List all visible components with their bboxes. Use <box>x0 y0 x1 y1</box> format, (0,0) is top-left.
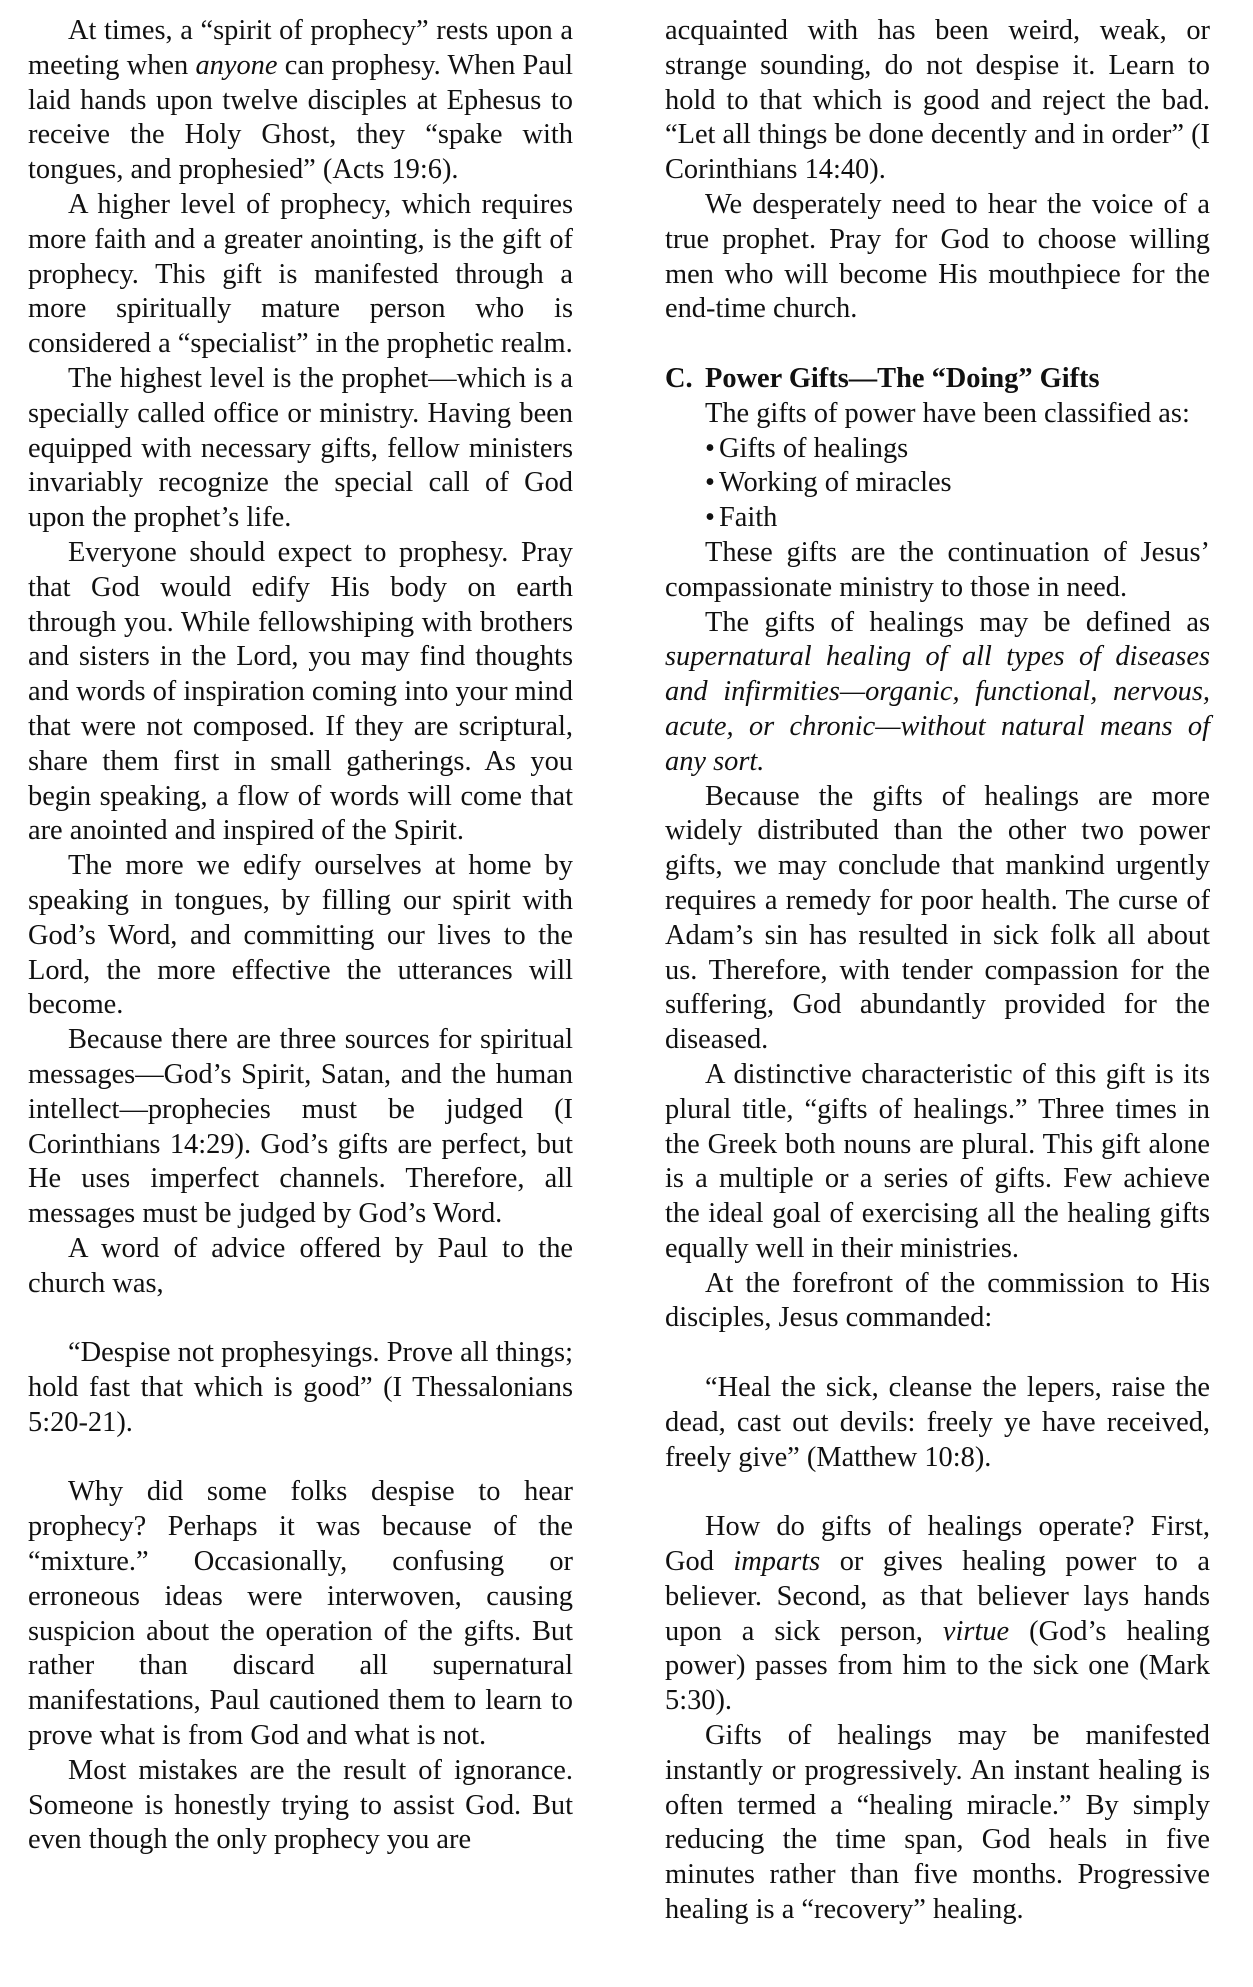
left-column <box>28 14 573 1858</box>
section-heading <box>665 362 1210 397</box>
list-item: • Working of miracles <box>705 466 1210 501</box>
section-title: Power Gifts—The “Doing” Gifts <box>705 362 1100 394</box>
section-letter: C. <box>665 362 693 394</box>
paragraph: At the forefront of the commission to His disciples, Jesus commanded: <box>665 1267 1210 1334</box>
scripture-quote <box>665 1371 1210 1475</box>
quote-text: “Heal the sick, cleanse the lepers, raise the dead, cast out devils: freely ye have received, freely give” (Matthew 10:8). <box>665 1372 1210 1473</box>
paragraph: How do gifts of healings operate? First, God imparts or gives healing power to a believer. Second, as that believer lays hands upon a sick person, virtue (God’s healing power) passes from him to the sick one (Mark 5:30). <box>665 1511 1211 1717</box>
paragraph: These gifts are the continuation of Jesus’ compassionate ministry to those in need. <box>665 536 1210 603</box>
paragraph: Because the gifts of healings are more widely distributed than the other two power gifts, we may conclude that mankind urgently requires a remedy for poor health. The curse of Adam’s sin has resulted in sick folk all about us. Therefore, with tender compassion for the suffering, God abundantly provided for the diseased. <box>665 780 1210 1056</box>
list-item: • Gifts of healings <box>705 432 1210 467</box>
paragraph: A distinctive characteristic of this gift is its plural title, “gifts of healings.” Three times in the Greek both nouns are plural. This gift alone is a multiple or a series of gifts. Few achieve the ideal goal of exercising all the healing gifts equally well in their ministries. <box>665 1058 1210 1264</box>
paragraph: A word of advice offered by Paul to the church was, <box>28 1232 573 1299</box>
quote-text: “Despise not prophesyings. Prove all things; hold fast that which is good” (I Thessalonians 5:20-21). <box>28 1337 573 1438</box>
paragraph: Why did some folks despise to hear prophecy? Perhaps it was because of the “mixture.” Occasionally, confusing or erroneous ideas were interwoven, causing suspicion about the operation of the gifts. But rather than discard all supernatural manifestations, Paul cautioned them to learn to prove what is from God and what is not. <box>28 1476 573 1752</box>
paragraph: The gifts of healings may be defined as supernatural healing of all types of diseases and infirmities—organic, functional, nervous, acute, or chronic—without natural means of any sort. <box>665 606 1210 777</box>
paragraph: Most mistakes are the result of ignorance. Someone is honestly trying to assist God. But even though the only prophecy you are <box>28 1754 573 1856</box>
paragraph: Gifts of healings may be manifested instantly or progressively. An instant healing is often termed a “healing miracle.” By simply reducing the time span, God heals in five minutes rather than five months. Progressive healing is a “recovery” healing. <box>665 1720 1210 1926</box>
paragraph: The highest level is the prophet—which is a specially called office or ministry. Having been equipped with necessary gifts, fellow ministers invariably recognize the special call of God upon the prophet’s life. <box>28 362 573 534</box>
paragraph: Because there are three sources for spiritual messages—God’s Spirit, Satan, and the human intellect—prophecies must be judged (I Corinthians 14:29). God’s gifts are perfect, but He uses imperfect channels. Therefore, all messages must be judged by God’s Word. <box>28 1024 573 1230</box>
list-item: • Faith <box>705 501 1210 536</box>
paragraph: We desperately need to hear the voice of a true prophet. Pray for God to choose willing men who will become His mouthpiece for the end-time church. <box>665 188 1210 325</box>
paragraph: acquainted with has been weird, weak, or strange sounding, do not despise it. Learn to hold to that which is good and reject the bad. “Let all things be done decently and in order” (I Corinthians 14:40). <box>665 15 1210 186</box>
paragraph: The more we edify ourselves at home by speaking in tongues, by filling our spirit with God’s Word, and committing our lives to the Lord, the more effective the utterances will become. <box>28 850 573 1021</box>
scripture-quote <box>28 1336 573 1440</box>
bullet-list <box>665 432 1210 536</box>
paragraph: At times, a “spirit of prophecy” rests upon a meeting when anyone can prophesy. When Paul laid hands upon twelve disciples at Ephesus to receive the Holy Ghost, they “spake with tongues, and prophesied” (Acts 19:6). <box>28 15 573 186</box>
right-column <box>665 14 1210 1928</box>
paragraph: Everyone should expect to prophesy. Pray that God would edify His body on earth through you. While fellowshiping with brothers and sisters in the Lord, you may find thoughts and words of inspiration coming into your mind that were not composed. If they are scriptural, share them first in small gatherings. As you begin speaking, a flow of words will come that are anointed and inspired of the Spirit. <box>28 536 573 847</box>
paragraph: A higher level of prophecy, which requires more faith and a greater anointing, is the gift of prophecy. This gift is manifested through a more spiritually mature person who is considered a “specialist” in the prophetic realm. <box>28 188 573 360</box>
paragraph: The gifts of power have been classified as: <box>705 397 1190 429</box>
